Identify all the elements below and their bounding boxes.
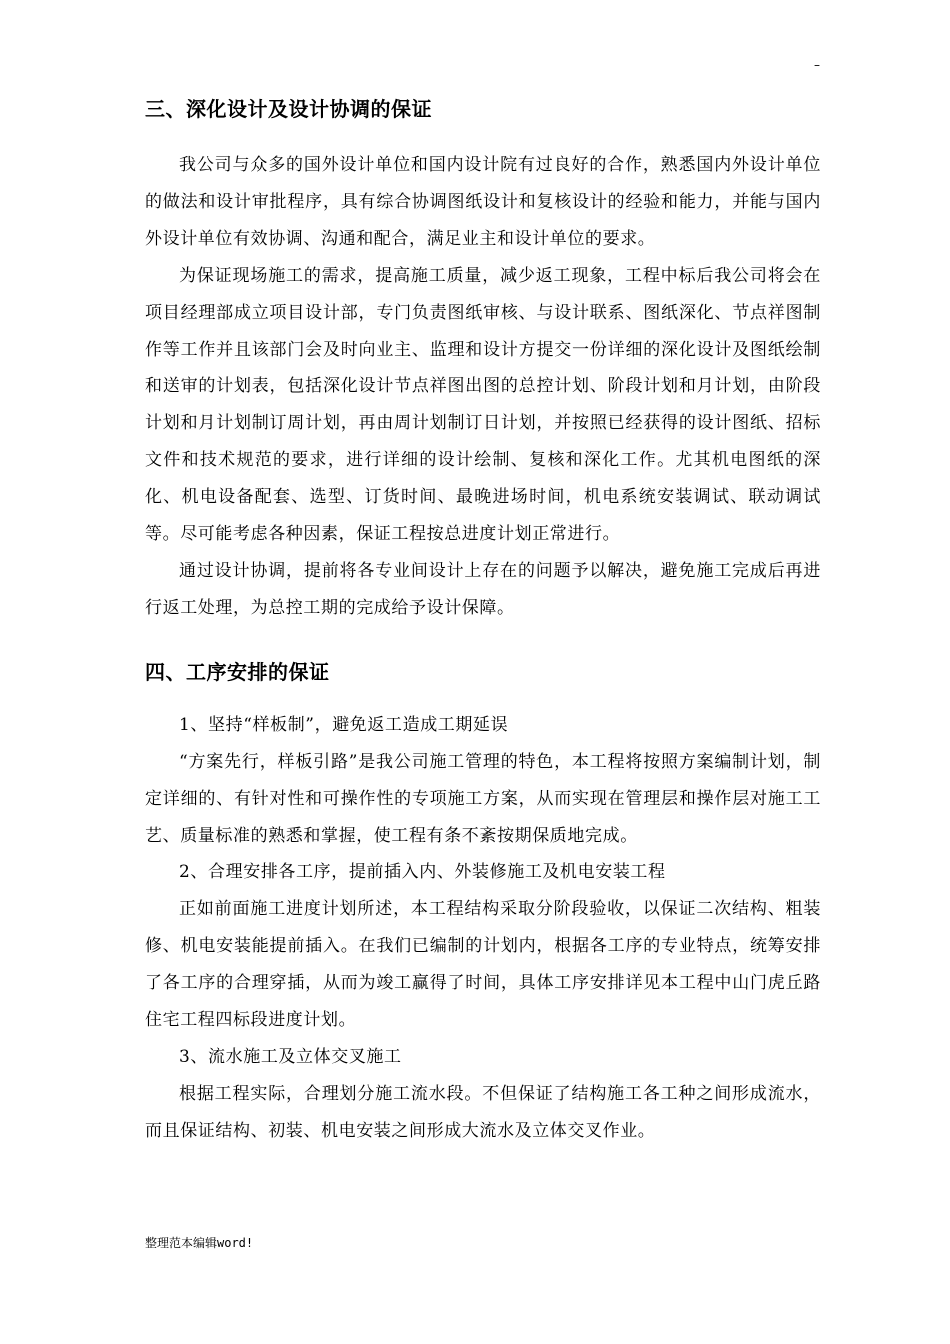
- page-corner-mark: –: [814, 58, 820, 72]
- section-4-paragraph: 根据工程实际，合理划分施工流水段。不但保证了结构施工各工种之间形成流水，而且保证结构、初装、机电安装之间形成大流水及立体交叉作业。: [145, 1083, 821, 1141]
- section-4-paragraph: 正如前面施工进度计划所述，本工程结构采取分阶段验收，以保证二次结构、粗装修、机电安装能提前插入。在我们已编制的计划内，根据各工序的专业特点，统筹安排了各工序的合理穿插，从而为竣工赢得了时间，具体工序安排详见本工程中山门虎丘路住宅工程四标段进度计划。: [145, 899, 821, 1031]
- section-3-paragraph: 为保证现场施工的需求，提高施工质量，减少返工现象，工程中标后我公司将会在项目经理部成立项目设计部，专门负责图纸审核、与设计联系、图纸深化、节点祥图制作等工作并且该部门会及时向业主、监理和设计方提交一份详细的深化设计及图纸绘制和送审的计划表，包括深化设计节点祥图出图的总控计划、阶段计划和月计划，由阶段计划和月计划制订周计划，再由周计划制订日计划，并按照已经获得的设计图纸、招标文件和技术规范的要求，进行详细的设计绘制、复核和深化工作。尤其机电图纸的深化、机电设备配套、选型、订货时间、最晚进场时间，机电系统安装调试、联动调试等。尽可能考虑各种因素，保证工程按总进度计划正常进行。: [145, 265, 821, 545]
- page-footer: 整理范本编辑word!: [145, 1236, 254, 1250]
- section-3-paragraph: 通过设计协调，提前将各专业间设计上存在的问题予以解决，避免施工完成后再进行返工处理，为总控工期的完成给予设计保障。: [145, 560, 821, 618]
- section-3-title: 三、深化设计及设计协调的保证: [145, 97, 432, 121]
- section-3-paragraph: 我公司与众多的国外设计单位和国内设计院有过良好的合作，熟悉国内外设计单位的做法和设计审批程序，具有综合协调图纸设计和复核设计的经验和能力，并能与国内外设计单位有效协调、沟通和配合，满足业主和设计单位的要求。: [145, 155, 821, 249]
- section-4-title: 四、工序安排的保证: [145, 659, 330, 684]
- section-4-subheading: 3、流水施工及立体交叉施工: [179, 1046, 402, 1067]
- section-4-subheading: 1、坚持“样板制”，避免返工造成工期延误: [179, 714, 509, 735]
- section-4-subheading: 2、合理安排各工序，提前插入内、外装修施工及机电安装工程: [179, 862, 666, 883]
- section-4-paragraph: “方案先行，样板引路”是我公司施工管理的特色，本工程将按照方案编制计划，制定详细的、有针对性和可操作性的专项施工方案，从而实现在管理层和操作层对施工工艺、质量标准的熟悉和掌握，使工程有条不紊按期保质地完成。: [145, 751, 821, 846]
- document-body: [145, 92, 821, 1150]
